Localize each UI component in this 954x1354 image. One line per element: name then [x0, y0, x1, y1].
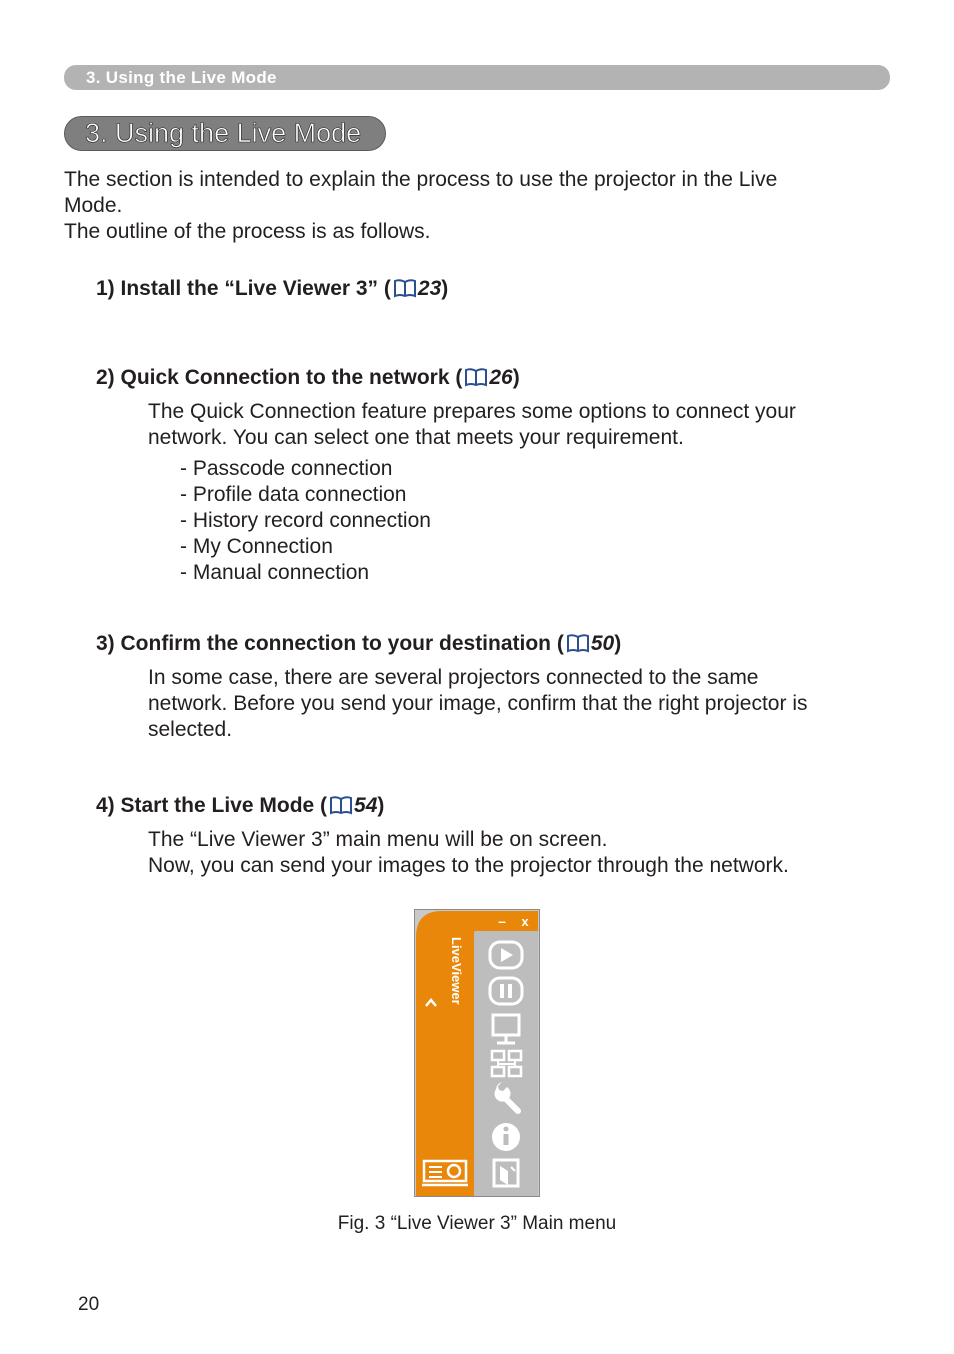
step-1-heading: 1) Install the “Live Viewer 3” ( 23) — [96, 277, 449, 300]
step-4-heading: 4) Start the Live Mode ( 54) — [96, 794, 385, 817]
step-4-body-2: Now, you can send your images to the projector through the network. — [148, 854, 789, 877]
list-item: - My Connection — [180, 535, 333, 558]
list-item: - History record connection — [180, 509, 431, 532]
list-item: - Profile data connection — [180, 483, 407, 506]
book-icon — [566, 633, 590, 653]
step-3-body-1: In some case, there are several projectors connected to the same — [148, 666, 759, 689]
section-title-text: 3. Using the Live Mode — [85, 118, 362, 148]
svg-text:–: – — [498, 913, 506, 929]
app-name: LiveViewer — [449, 937, 464, 1005]
step-3-body-2: network. Before you send your image, confirm that the right projector is — [148, 692, 808, 715]
book-icon — [393, 278, 417, 298]
figure-caption: Fig. 3 “Live Viewer 3” Main menu — [337, 1213, 617, 1234]
live-viewer-main-menu — [414, 909, 540, 1197]
intro-line-1: The section is intended to explain the process to use the projector in the Live — [64, 168, 778, 191]
step-2-heading: 2) Quick Connection to the network ( 26) — [96, 366, 520, 389]
step-2-body-2: network. You can select one that meets your requirement. — [148, 426, 684, 449]
book-icon — [464, 367, 488, 387]
step-3-body-3: selected. — [148, 718, 233, 741]
minimize-button[interactable] — [498, 913, 506, 929]
list-item: - Manual connection — [180, 561, 370, 584]
close-button[interactable] — [521, 914, 529, 929]
svg-text:x: x — [521, 914, 529, 929]
header-bar-text: 3. Using the Live Mode — [86, 68, 277, 87]
page-ref: 23 — [417, 277, 442, 300]
step-4-body-1: The “Live Viewer 3” main menu will be on screen. — [148, 828, 608, 851]
info-icon[interactable] — [492, 1123, 520, 1151]
intro-line-3: The outline of the process is as follows. — [64, 220, 431, 243]
page-ref: 50 — [590, 632, 615, 655]
page-number: 20 — [78, 1294, 100, 1315]
header-bar — [64, 65, 890, 90]
connection-options-list — [180, 456, 431, 586]
page-ref: 54 — [354, 794, 378, 817]
intro-line-2: Mode. — [64, 194, 123, 217]
list-item: - Passcode connection — [180, 457, 393, 480]
step-3-heading: 3) Confirm the connection to your destination ( 50) — [96, 632, 622, 655]
step-2-body-1: The Quick Connection feature prepares some options to connect your — [148, 400, 796, 423]
page-ref: 26 — [489, 366, 513, 389]
book-icon — [329, 795, 353, 815]
section-title — [64, 116, 386, 151]
